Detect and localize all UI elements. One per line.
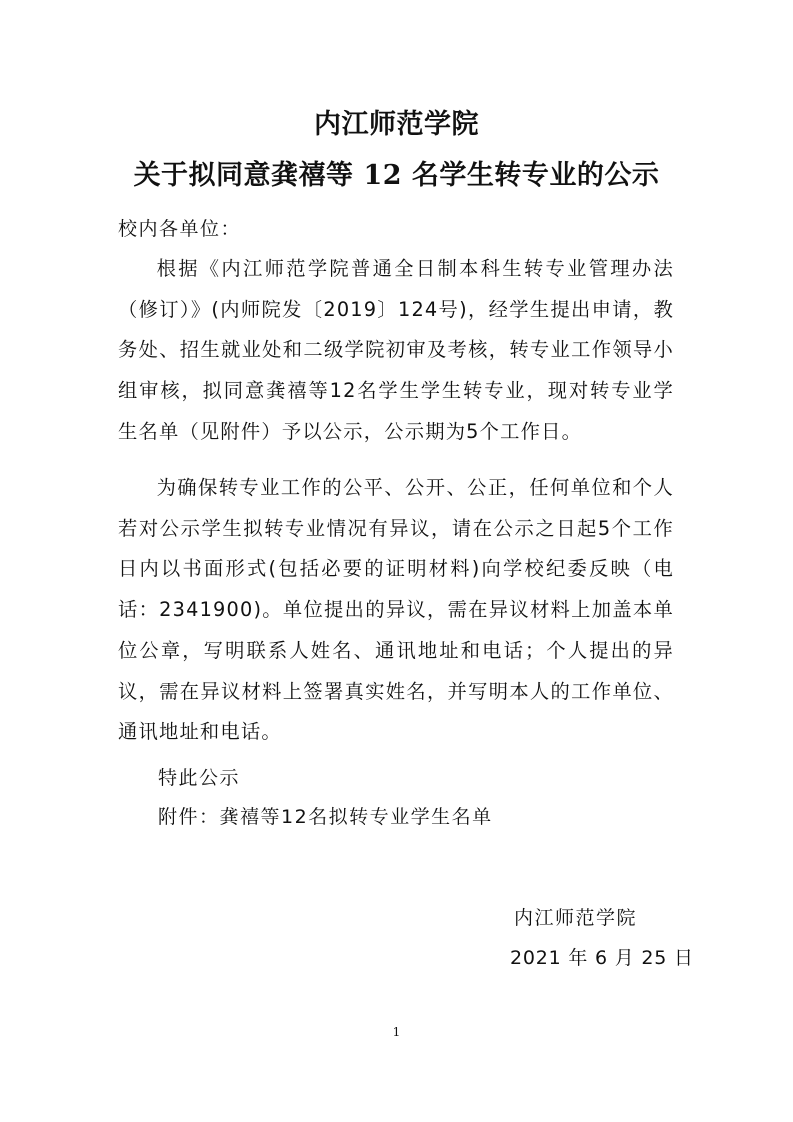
page-number: 1 [392, 1025, 401, 1039]
document-title-subject: 关于拟同意龚禧等 12 名学生转专业的公示 [133, 160, 660, 191]
body-paragraph: 根据《内江师范学院普通全日制本科生转专业管理办法（修订）》(内师院发〔2019〕124号)，经学生提出申请，教务处、招生就业处和二级学院初审及考核，转专业工作领导小组审核，拟同意龚禧等12名学生学生转专业，现对转专业学生名单（见附件）予以公示，公示期为5个工作日。 [118, 257, 674, 443]
signer-name: 内江师范学院 [514, 907, 638, 929]
issue-date: 2021 年 6 月 25 日 [510, 947, 694, 969]
closing-remark: 特此公示 [158, 767, 241, 789]
document-title-institution: 内江师范学院 [314, 109, 479, 140]
salutation: 校内各单位： [118, 218, 242, 240]
attachment-note: 附件：龚禧等12名拟转专业学生名单 [158, 806, 493, 828]
body-paragraph: 为确保转专业工作的公平、公开、公正，任何单位和个人若对公示学生拟转专业情况有异议，请在公示之日起5个工作日内以书面形式(包括必要的证明材料)向学校纪委反映（电话：2341900)。单位提出的异议，需在异议材料上加盖本单位公章，写明联系人姓名、通讯地址和电话；个人提出的异议，需在异议材料上签署真实姓名，并写明本人的工作单位、通讯地址和电话。 [118, 476, 674, 744]
